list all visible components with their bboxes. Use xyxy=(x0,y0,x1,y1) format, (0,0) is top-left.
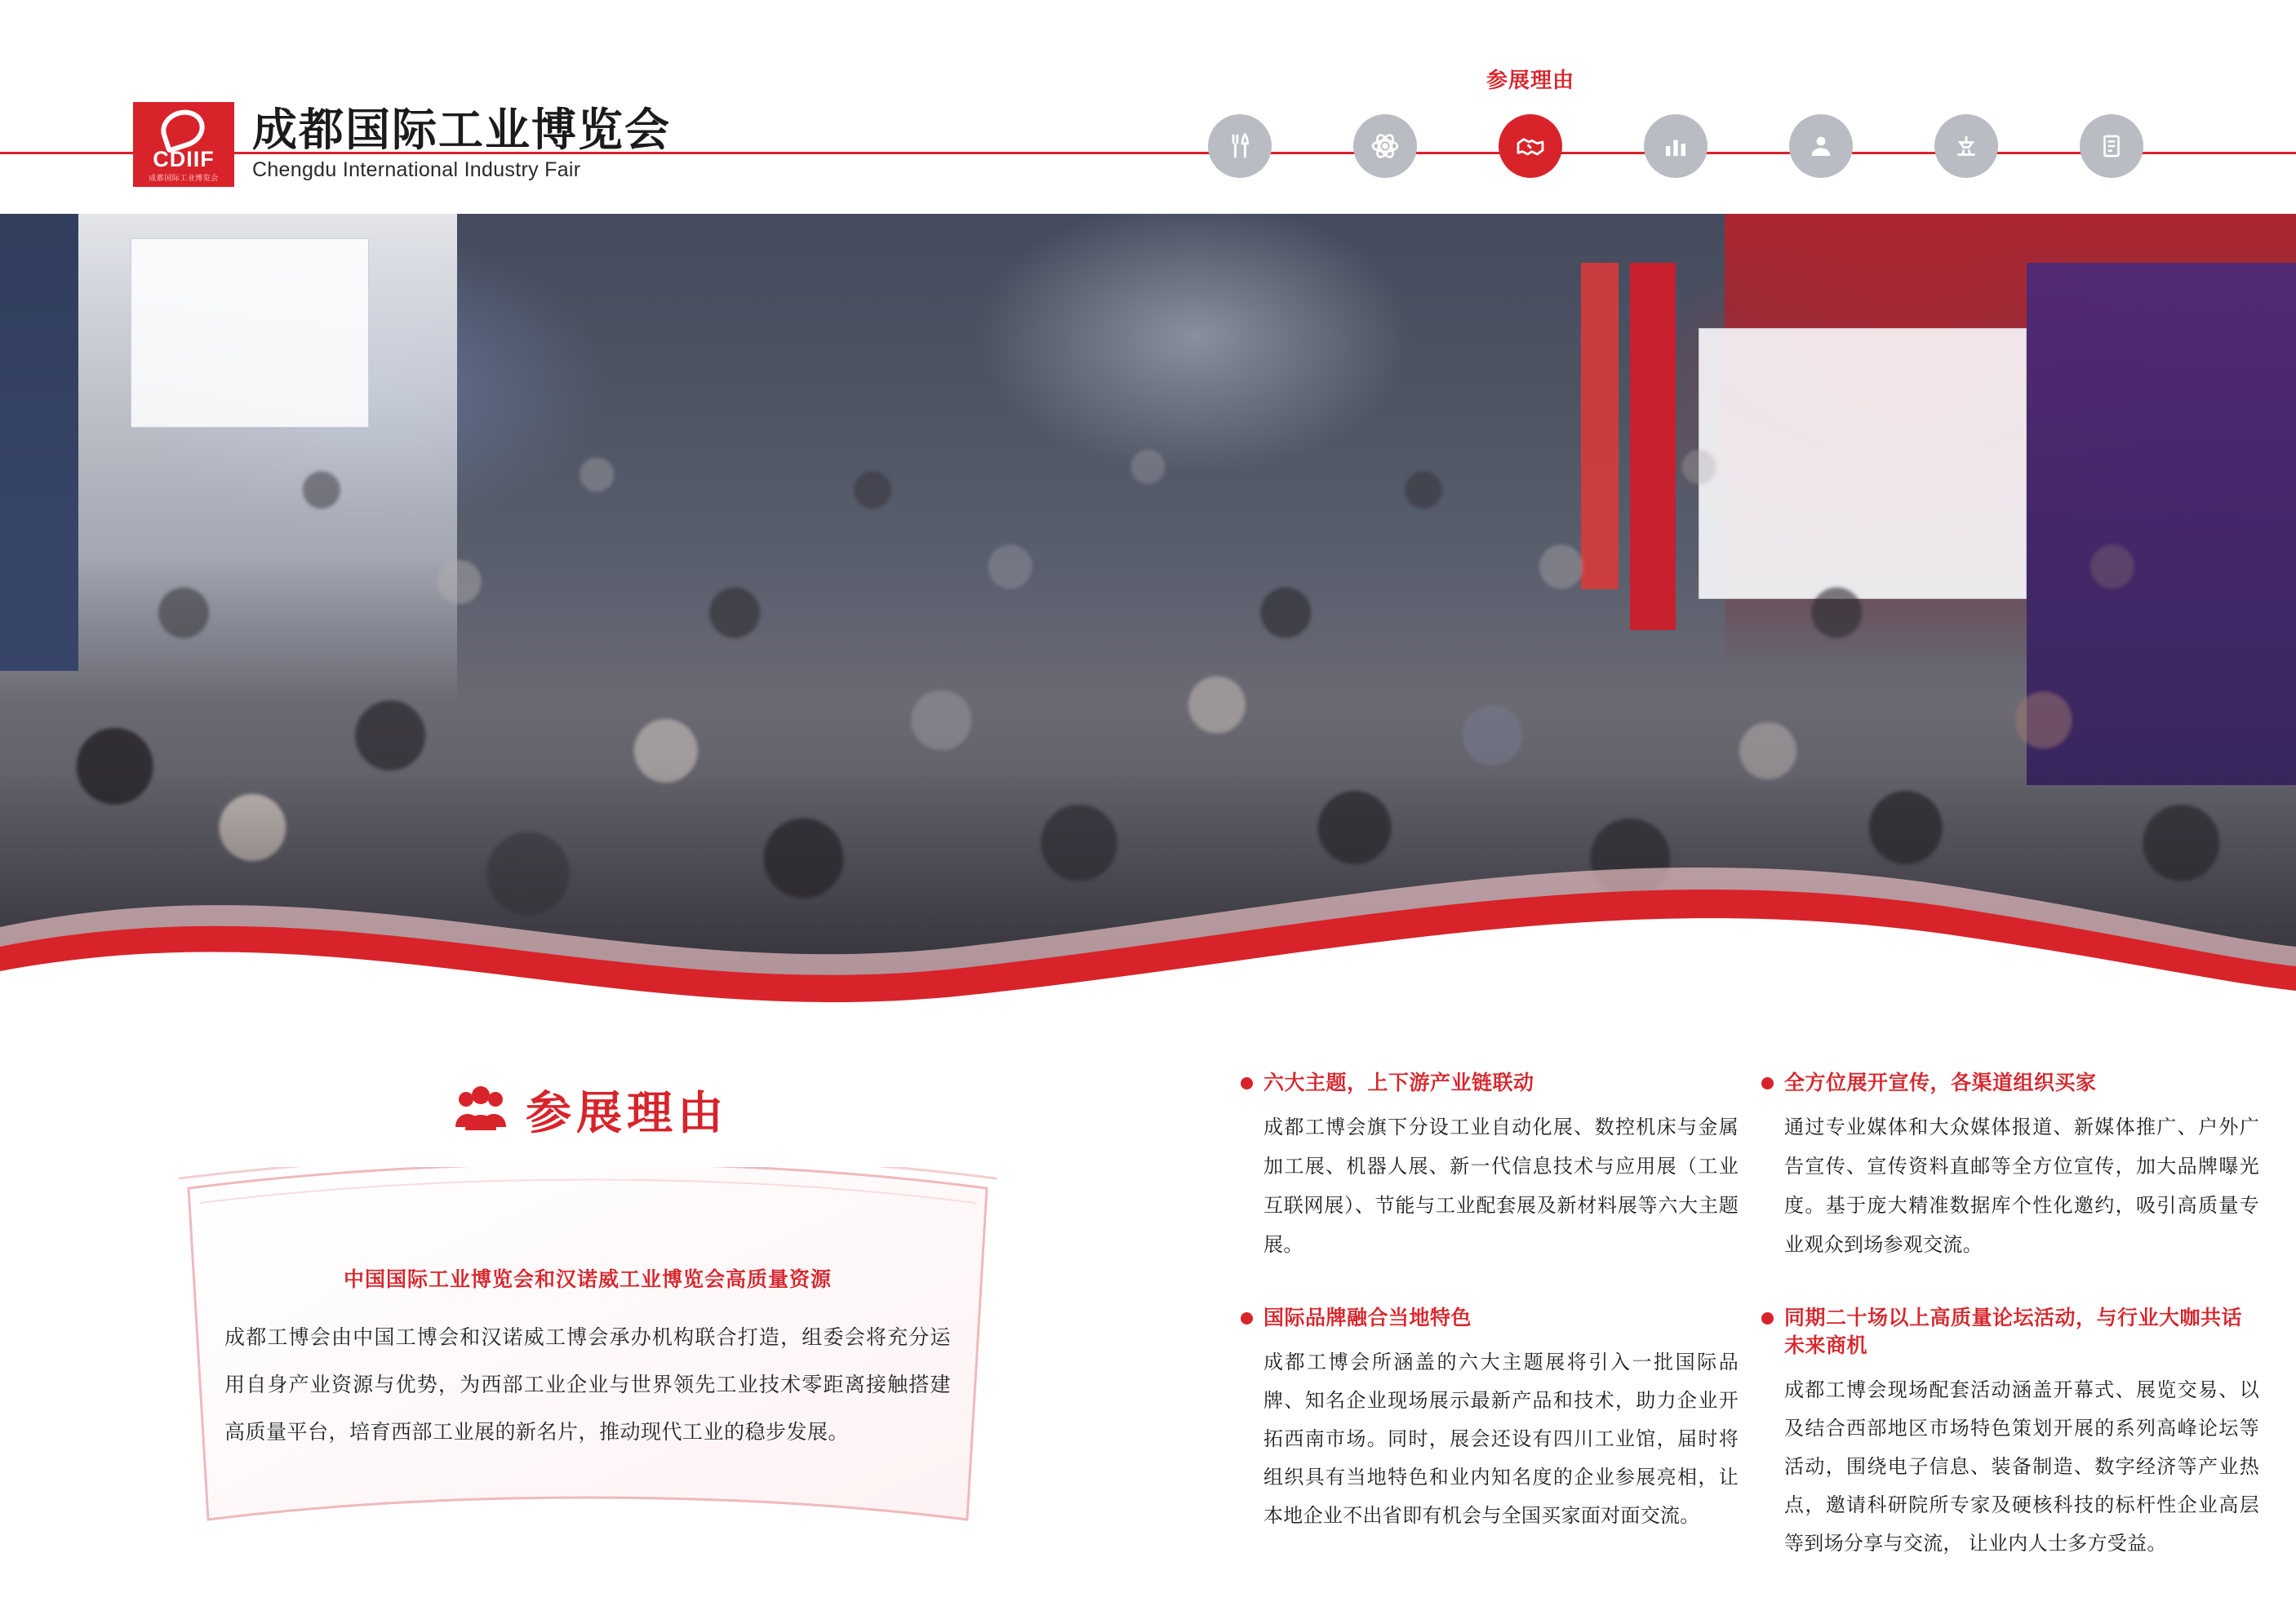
quote-heading: 中国国际工业博览会和汉诺威工业博览会高质量资源 xyxy=(343,1268,832,1291)
nav-item-exhibition-scope[interactable] xyxy=(1208,114,1272,178)
bullet-icon xyxy=(1761,1077,1774,1089)
info-block-body: 通过专业媒体和大众媒体报道、新媒体推广、户外广告宣传、宣传资料直邮等全方位宣传，加大品牌曝光度。基于庞大精准数据库个性化邀约，吸引高质量专业观众到场参观交流。 xyxy=(1784,1116,2259,1256)
main-content xyxy=(0,1036,2296,1587)
info-block-body: 成都工博会现场配套活动涵盖开幕式、展览交易、以及结合西部地区市场特色策划开展的系列高峰论坛等活动，围绕电子信息、装备制造、数字经济等产业热点，邀请科研院所专家及硬核科技的标杆性企业高层等到场分享与交流， 让业内人士多方受益。 xyxy=(1784,1379,2259,1555)
document-icon xyxy=(2080,114,2143,178)
quote-inner xyxy=(224,1263,951,1456)
chart-icon xyxy=(1644,114,1708,178)
info-block-body: 成都工博会所涵盖的六大主题展将引入一批国际品牌、知名企业现场展示最新产品和技术，助力企业开拓西南市场。同时，展会还设有四川工业馆，届时将组织具有当地特色和业内知名度的企业参展亮相，让本地企业不出省即有机会与全国买家面对面交流。 xyxy=(1263,1351,1739,1527)
brand-text xyxy=(252,102,671,184)
atom-icon xyxy=(1353,114,1417,178)
nav-item-statistics[interactable] xyxy=(1644,114,1708,178)
info-block-title: 六大主题，上下游产业链联动 xyxy=(1263,1072,1534,1094)
info-block-body: 成都工博会旗下分设工业自动化展、数控机床与金属加工展、机器人展、新一代信息技术与应用展（工业互联网展）、节能与工业配套展及新材料展等六大主题展。 xyxy=(1263,1116,1739,1256)
info-block-brands xyxy=(1241,1304,1739,1535)
info-block-themes xyxy=(1241,1069,1739,1265)
page-header xyxy=(0,0,2296,214)
info-block-promotion xyxy=(1761,1069,2259,1265)
bullet-icon xyxy=(1241,1312,1253,1325)
logo-chip-text: 成都国际工业博览会 xyxy=(149,174,219,182)
section-nav[interactable] xyxy=(1208,68,2143,178)
info-block-title: 国际品牌融合当地特色 xyxy=(1263,1307,1472,1329)
section-title xyxy=(454,1077,728,1143)
exhibition-scope-icon xyxy=(1208,114,1272,178)
nav-item-events[interactable] xyxy=(1934,114,1998,178)
nav-active-label: 参展理由 xyxy=(1486,68,1575,92)
column-left xyxy=(1241,1069,1739,1574)
info-block-header xyxy=(1761,1069,2259,1097)
nav-item-technology[interactable] xyxy=(1353,114,1417,178)
events-icon xyxy=(1934,114,1998,178)
bullet-icon xyxy=(1761,1312,1774,1325)
highlight-quote-card xyxy=(175,1167,1000,1534)
brand-logo[interactable] xyxy=(133,102,671,187)
bullet-icon xyxy=(1241,1077,1253,1089)
wave-divider xyxy=(0,849,2296,1036)
logo-abbr: CDIIF xyxy=(153,147,215,171)
quote-body: 成都工博会由中国工博会和汉诺威工博会承办机构联合打造，组委会将充分运用自身产业资源与优势，为西部工业企业与世界领先工业技术零距离接触搭建高质量平台，培育西部工业展的新名片，推动现代工业的稳步发展。 xyxy=(224,1326,951,1444)
nav-item-visitors[interactable] xyxy=(1789,114,1853,178)
nav-item-forms[interactable] xyxy=(2080,114,2143,178)
nav-item-reasons-to-exhibit[interactable] xyxy=(1486,68,1575,178)
info-block-header xyxy=(1241,1069,1739,1097)
brand-title-cn: 成都国际工业博览会 xyxy=(252,104,672,155)
cdiif-logo-mark xyxy=(133,102,234,187)
info-block-forums xyxy=(1761,1304,2259,1563)
brand-title-en: Chengdu International Industry Fair xyxy=(252,158,581,181)
handshake-icon xyxy=(1499,114,1562,178)
info-block-header xyxy=(1241,1304,1739,1332)
column-right xyxy=(1761,1069,2259,1602)
visitor-icon xyxy=(1789,114,1853,178)
info-block-title: 同期二十场以上高质量论坛活动，与行业大咖共话未来商机 xyxy=(1784,1307,2243,1357)
section-title-text: 参展理由 xyxy=(526,1087,728,1138)
info-block-title: 全方位展开宣传，各渠道组织买家 xyxy=(1784,1072,2097,1094)
info-block-header xyxy=(1761,1304,2259,1360)
people-group-icon xyxy=(454,1086,508,1134)
